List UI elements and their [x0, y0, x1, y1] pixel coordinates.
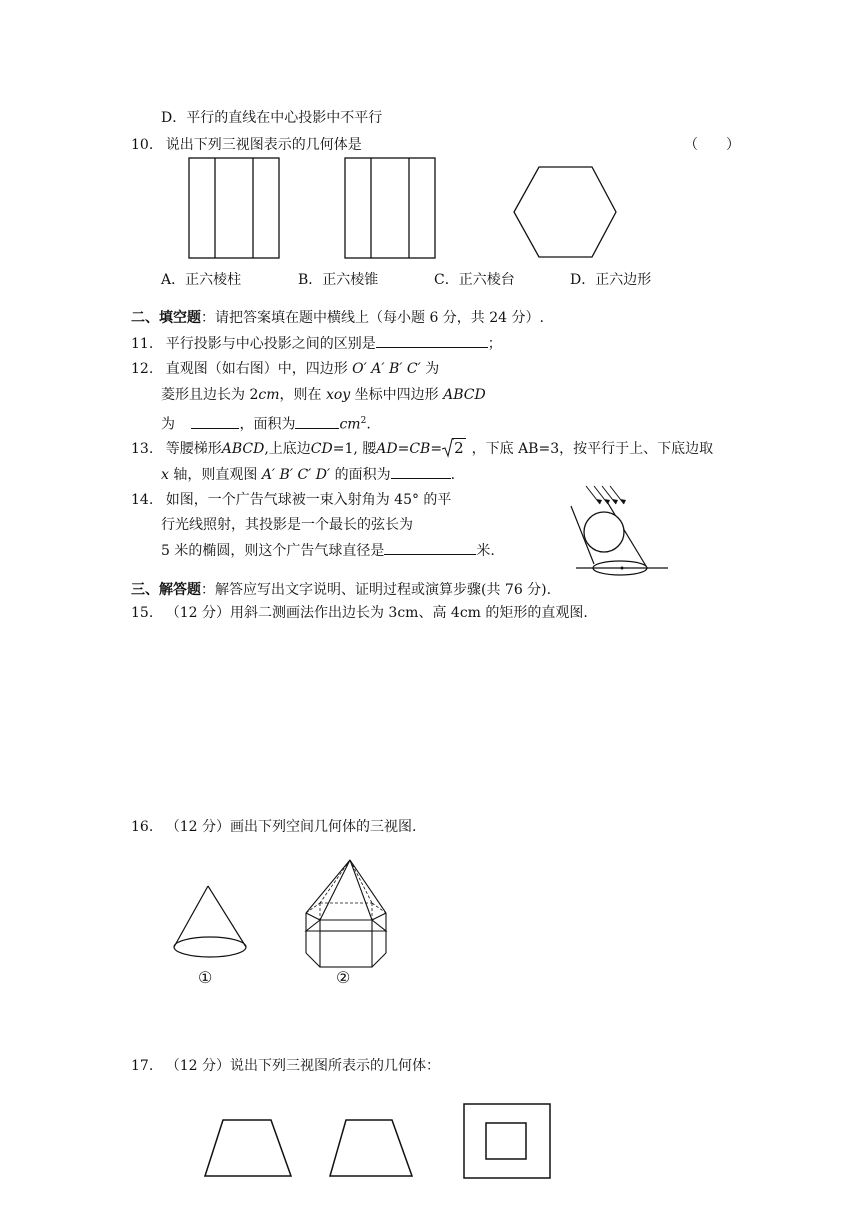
- q16-cone-figure: [170, 884, 250, 964]
- q15-line: [131, 603, 588, 623]
- q12-line2-c: 坐标中四边形: [354, 387, 439, 403]
- q12-line1: [131, 359, 439, 379]
- q13-line1-a: 等腰梯形: [165, 441, 222, 457]
- q17-line: [131, 1056, 440, 1076]
- q16-number: 16.: [131, 819, 154, 835]
- q17-top-view-squares: [462, 1102, 552, 1180]
- q10-answer-paren: （ ）: [684, 137, 740, 153]
- q13-line1-d: ，下底 AB=3，按平行于上、下底边取: [471, 441, 714, 457]
- q10-front-view: [188, 157, 280, 259]
- section2-title: 二、填空题: [131, 310, 201, 326]
- q10-line: [131, 135, 362, 155]
- q12-line3-a: 为: [161, 416, 175, 433]
- q12-answer-blank-1: [191, 414, 239, 429]
- q13-ad: AD: [376, 441, 398, 457]
- q12-line2-cm: cm: [258, 387, 280, 403]
- q10-option-a: A．正六棱柱: [161, 272, 242, 288]
- q12-line2-a: 菱形且边长为 2: [161, 387, 259, 403]
- q13-line1: [131, 438, 713, 459]
- q10-top-view-hexagon: [512, 165, 618, 261]
- q17-side-view-trapezoid: [328, 1118, 414, 1178]
- q13-line2: [161, 464, 455, 485]
- q13-answer-blank: [391, 464, 451, 479]
- q14-answer-blank: [384, 540, 476, 555]
- q13-eq2: =: [430, 441, 443, 457]
- q11-answer-blank: [376, 333, 488, 348]
- q13-number: 13.: [131, 441, 154, 457]
- q13-cd: CD: [310, 441, 333, 457]
- q17-number: 17.: [131, 1058, 154, 1074]
- q12-line3-b: ，面积为: [239, 416, 296, 433]
- q10-option-d: D．正六边形: [570, 272, 652, 288]
- q16-label-1: ①: [198, 968, 213, 987]
- q16-label-2: ②: [336, 968, 351, 987]
- q14-line3-end: 米.: [476, 543, 495, 559]
- q13-line2-end: .: [450, 467, 456, 483]
- q13-sqrt-value: 2: [454, 439, 464, 457]
- q13-cb: CB: [409, 441, 431, 457]
- q14-line2: 行光线照射，其投影是一个最长的弦长为: [161, 517, 413, 533]
- q10-side-view: [344, 157, 436, 259]
- q13-eq: =: [397, 441, 410, 457]
- q17-text: （12 分）说出下列三视图所表示的几何体：: [165, 1058, 440, 1074]
- q10-stem: 说出下列三视图表示的几何体是: [165, 137, 362, 153]
- q17-front-view-trapezoid: [203, 1118, 293, 1178]
- q16-text: （12 分）画出下列空间几何体的三视图.: [165, 819, 417, 835]
- q12-answer-blank-2: [295, 414, 339, 429]
- sqrt-sign-icon: [442, 438, 454, 458]
- q12-line3-unit: cm: [339, 416, 361, 433]
- q12-line2-xoy: xoy: [325, 387, 351, 403]
- q15-text: （12 分）用斜二测画法作出边长为 3cm、高 4cm 的矩形的直观图.: [165, 605, 588, 621]
- q14-number: 14.: [131, 492, 154, 508]
- q14-line3-text: 5 米的椭圆，则这个广告气球直径是: [161, 543, 385, 559]
- q12-line2-b: ，则在: [279, 387, 322, 403]
- q13-line2-b: 的面积为: [334, 467, 391, 483]
- section3-title: 三、解答题: [131, 582, 201, 598]
- q14-line1-text: 如图，一个广告气球被一束入射角为 45° 的平: [165, 492, 452, 508]
- q16-line: [131, 817, 416, 837]
- section3-instruction: ：解答应写出文字说明、证明过程或演算步骤(共 76 分).: [201, 582, 552, 598]
- q14-line1: [131, 490, 451, 510]
- q13-line1-b: ,上底边: [264, 441, 311, 457]
- q12-line1-text: 直观图（如右图）中，四边形: [165, 361, 348, 377]
- q16-pyramid-prism-figure: [302, 858, 394, 970]
- q13-abcd: ABCD: [221, 441, 265, 457]
- q12-line3-sup: 2: [360, 416, 367, 426]
- q12-line3: [161, 411, 371, 435]
- q15-number: 15.: [131, 605, 154, 621]
- section3-heading: [131, 580, 551, 600]
- q12-line3-end: .: [366, 416, 371, 433]
- q13-line1-c: =1, 腰: [332, 441, 377, 457]
- q11-end: ；: [487, 336, 502, 352]
- section2-heading: [131, 308, 544, 328]
- q13-x: x: [161, 467, 169, 483]
- q14-balloon-figure: [566, 486, 670, 580]
- q9-option-d: D．平行的直线在中心投影中不平行: [161, 110, 383, 126]
- q10-option-c: C．正六棱台: [434, 272, 515, 288]
- q10-number: 10.: [131, 137, 154, 153]
- q12-line1-end: 为: [425, 361, 440, 377]
- q10-option-b: B．正六棱锥: [298, 272, 379, 288]
- q11-number: 11.: [131, 336, 154, 352]
- q13-quad: A′ B′ C′ D′: [261, 467, 331, 483]
- q13-sqrt: [442, 438, 466, 459]
- q12-line2-abcd: ABCD: [443, 387, 486, 403]
- section2-instruction: ：请把答案填在题中横线上（每小题 6 分，共 24 分）.: [201, 310, 544, 326]
- q11-line: [131, 333, 502, 354]
- q11-text: 平行投影与中心投影之间的区别是: [165, 336, 376, 352]
- q12-quad: O′ A′ B′ C′: [352, 361, 421, 377]
- q12-line2: [161, 385, 486, 405]
- q13-line2-a: 轴，则直观图: [173, 467, 258, 483]
- q12-number: 12.: [131, 361, 154, 377]
- q14-line3: [161, 540, 495, 561]
